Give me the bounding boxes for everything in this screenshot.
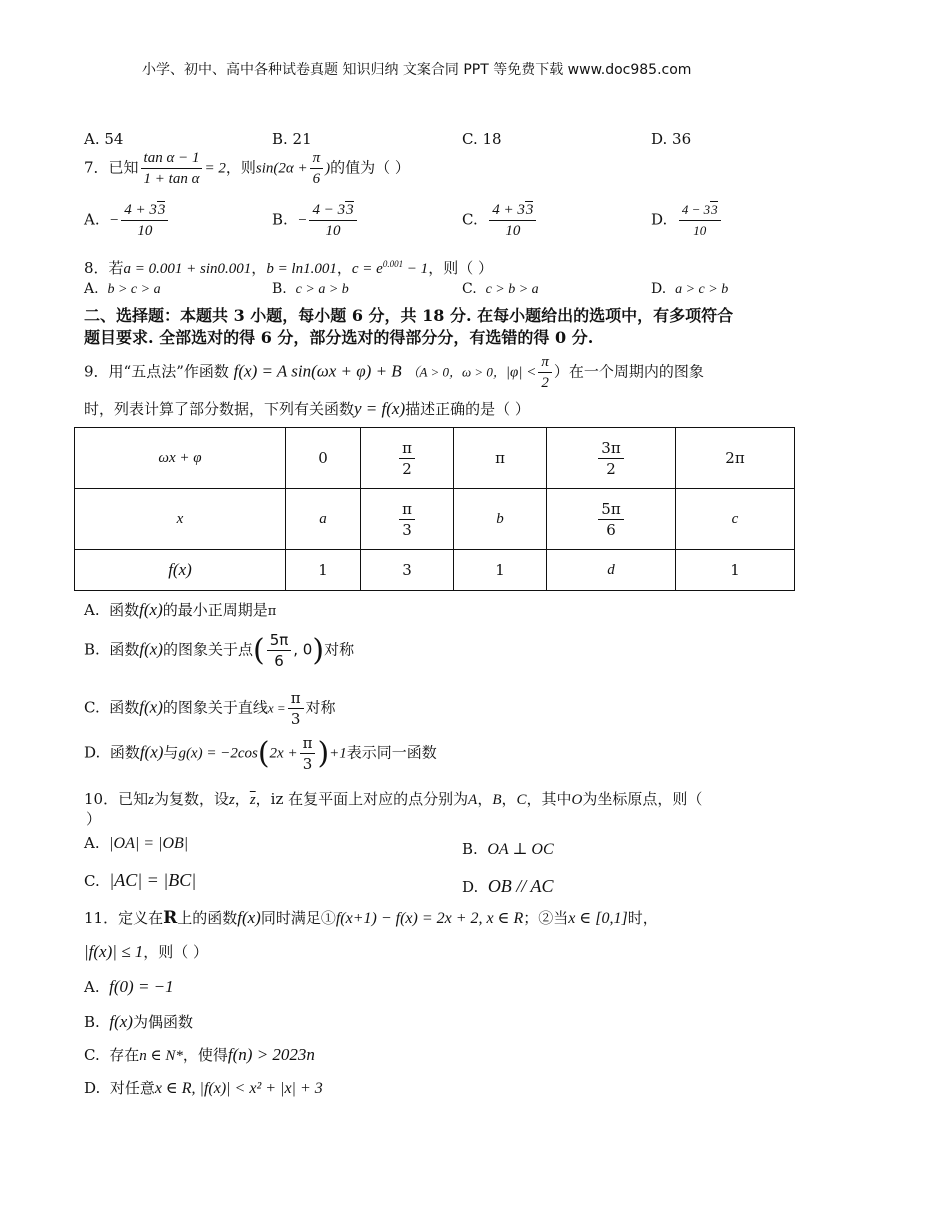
table-cell: 3 — [361, 550, 454, 591]
table-cell: $\frac{5\pi}{6}$ — [547, 489, 676, 550]
q9-option-c: C. 函数f(x)的图象关于直线x = $\frac{\pi}{3}$ 对称 — [84, 689, 336, 728]
table-cell: $\frac{\pi}{3}$ — [361, 489, 454, 550]
q11-option-a: A. f(0) = −1 — [84, 977, 174, 996]
q11-stem-line1: 11．定义在R上的函数f(x)同时满足①f(x+1) − f(x) = 2x + 2, x ∈ R；②当x ∈ [0,1]时， — [84, 908, 658, 928]
q9-option-d: D. 函数f(x)与g(x) = −2cos(2x + $\frac{\pi}{3}$ )+1表示同一函数 — [84, 734, 437, 773]
table-cell: 2π — [676, 428, 795, 489]
q8-option-c: C. c > b > a — [462, 281, 539, 297]
q9-option-b: B. 函数f(x)的图象关于点( $\frac{5\pi}{6}$ , 0)对称 — [84, 631, 355, 670]
q9-option-a: A. 函数f(x)的最小正周期是π — [84, 600, 277, 619]
table-row — [75, 428, 795, 489]
q11-option-c: C. 存在n ∈ N*，使得f(n) > 2023n — [84, 1045, 315, 1064]
table-cell: a — [286, 489, 361, 550]
table-cell: π — [454, 428, 547, 489]
q11-stem-line2: |f(x)| ≤ 1，则（ ） — [84, 942, 209, 961]
q7-number: 7．已知 — [84, 158, 139, 177]
table-row — [75, 550, 795, 591]
q8-option-d: D. a > c > b — [651, 281, 729, 297]
q7-stem: 7．已知 $\frac{\text{tan α − 1}}{\text{1 + tan α}}$ = 2，则sin(2α + $\frac{\pi}{6}$ )的值为（ ） — [84, 150, 410, 187]
q7-option-c: C. $\frac{4 + 33}{10}$ — [462, 200, 538, 241]
q8-option-b: B. c > a > b — [272, 281, 349, 297]
table-cell: f(x) — [75, 550, 286, 591]
q10-option-c: C. |AC| = |BC| — [84, 870, 197, 890]
table-cell: ωx + φ — [75, 428, 286, 489]
table-cell: x — [75, 489, 286, 550]
page-header: 小学、初中、高中各种试卷真题 知识归纳 文案合同 PPT 等免费下载 www.doc985.com — [142, 62, 692, 78]
q10-option-d: D. OB // AC — [462, 876, 554, 896]
section2-line2: 题目要求. 全部选对的得 6 分，部分选对的得部分分，有选错的得 0 分. — [84, 328, 594, 347]
q6-option-d: D. 36 — [651, 130, 692, 148]
q6-option-a: A. 54 — [84, 130, 124, 148]
table-cell: 1 — [454, 550, 547, 591]
q9-stem-line2: 时，列表计算了部分数据，下列有关函数y = f(x)描述正确的是（ ） — [84, 399, 530, 418]
q10-stem-line1: 10．已知z为复数，设z，$\overline{z}$，iz 在复平面上对应的点分别为A，B，C，其中O为坐标原点，则（ — [84, 790, 703, 808]
table-cell: $\frac{3\pi}{2}$ — [547, 428, 676, 489]
q11-option-d: D. 对任意x ∈ R, |f(x)| < x² + |x| + 3 — [84, 1079, 323, 1097]
q8-option-a: A. b > c > a — [84, 281, 161, 297]
table-row — [75, 489, 795, 550]
q9-stem-line1: 9．用“五点法”作函数 f(x) = A sin(ωx + φ) + B （A > 0，ω > 0，|φ| < $\frac{\pi}{2}$ ）在一个周期内的图象 — [84, 354, 704, 391]
q7-option-b: B. − $\frac{4 - 33}{10}$ — [272, 200, 359, 241]
section2-line1: 二、选择题：本题共 3 小题，每小题 6 分，共 18 分. 在每小题给出的选项中，有多项符合 — [84, 306, 734, 325]
q10-option-b: B. OA ⊥ OC — [462, 840, 554, 858]
q7-option-d: D. $\frac{4 - 33}{10}$ — [651, 200, 723, 241]
q9-data-table — [74, 427, 795, 591]
table-cell: 1 — [676, 550, 795, 591]
table-cell: b — [454, 489, 547, 550]
q8-stem: 8．若a = 0.001 + sin0.001，b = ln1.001，$c = e^{0.001} - 1$，则（ ） — [84, 259, 493, 277]
q10-stem-line2: ） — [86, 810, 102, 828]
q11-option-b: B. f(x)为偶函数 — [84, 1012, 193, 1031]
table-cell: 1 — [286, 550, 361, 591]
q6-option-c: C. 18 — [462, 130, 502, 148]
q6-option-b: B. 21 — [272, 130, 312, 148]
table-cell: $\frac{\pi}{2}$ — [361, 428, 454, 489]
table-cell: d — [547, 550, 676, 591]
q10-option-a: A. |OA| = |OB| — [84, 834, 189, 852]
q7-fraction: $\frac{\text{tan α − 1}}{\text{1 + tan α}}$ — [141, 148, 203, 189]
table-cell: c — [676, 489, 795, 550]
q7-option-a: A. − $\frac{4 + 33}{10}$ — [84, 200, 170, 241]
table-cell: 0 — [286, 428, 361, 489]
